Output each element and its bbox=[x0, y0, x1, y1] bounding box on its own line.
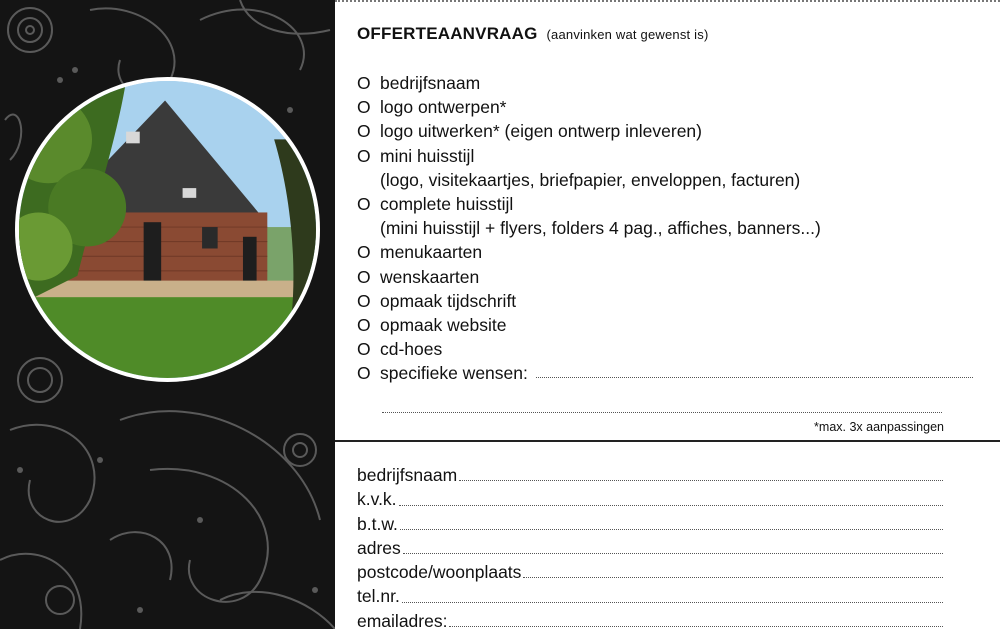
top-border bbox=[335, 0, 1000, 3]
wishes-fill-line-2[interactable] bbox=[382, 412, 942, 413]
field-emailadres[interactable] bbox=[357, 609, 943, 629]
footnote: *max. 3x aanpassingen bbox=[814, 420, 944, 434]
field-label: postcode/woonplaats bbox=[357, 562, 522, 583]
checkbox[interactable]: O bbox=[357, 73, 371, 93]
fill-line[interactable] bbox=[399, 487, 943, 505]
fill-line[interactable] bbox=[449, 609, 943, 627]
field-btw[interactable] bbox=[357, 512, 943, 536]
option-mini-huisstijl-detail bbox=[357, 168, 977, 192]
option-wenskaarten[interactable] bbox=[357, 265, 977, 289]
checkbox[interactable]: O bbox=[357, 290, 371, 311]
option-label: cd-hoes bbox=[380, 339, 443, 360]
checkbox[interactable]: O bbox=[357, 193, 371, 214]
options-list bbox=[357, 71, 977, 385]
decorative-panel bbox=[0, 0, 335, 629]
field-kvk[interactable] bbox=[357, 487, 943, 511]
option-logo-uitwerken[interactable] bbox=[357, 119, 977, 143]
option-complete-huisstijl[interactable] bbox=[357, 192, 977, 216]
option-detail: (mini huisstijl + flyers, folders 4 pag., affiches, banners...) bbox=[380, 218, 821, 239]
option-logo-ontwerpen[interactable] bbox=[357, 95, 977, 119]
wishes-fill-line[interactable] bbox=[536, 361, 973, 378]
fill-line[interactable] bbox=[523, 560, 943, 578]
option-label: specifieke wensen: bbox=[380, 363, 528, 384]
option-label: mini huisstijl bbox=[380, 145, 475, 166]
option-label: wenskaarten bbox=[380, 266, 480, 287]
house-photo bbox=[15, 77, 320, 382]
field-label: tel.nr. bbox=[357, 586, 400, 607]
checkbox[interactable]: O bbox=[357, 363, 371, 384]
option-mini-huisstijl[interactable] bbox=[357, 144, 977, 168]
checkbox[interactable]: O bbox=[357, 314, 371, 335]
checkbox[interactable]: O bbox=[357, 242, 371, 263]
checkbox[interactable]: O bbox=[357, 121, 371, 142]
checkbox[interactable]: O bbox=[357, 145, 371, 166]
field-label: bedrijfsnaam bbox=[357, 465, 458, 485]
option-opmaak-website[interactable] bbox=[357, 313, 977, 337]
title-note: (aanvinken wat gewenst is) bbox=[546, 27, 709, 42]
quote-request-form bbox=[335, 0, 1000, 629]
option-cd-hoes[interactable] bbox=[357, 337, 977, 361]
field-label: emailadres: bbox=[357, 610, 448, 629]
option-label: logo ontwerpen* bbox=[380, 97, 507, 118]
field-label: k.v.k. bbox=[357, 489, 397, 510]
section-divider bbox=[335, 440, 1000, 442]
checkbox[interactable]: O bbox=[357, 97, 371, 118]
field-telnr[interactable] bbox=[357, 584, 943, 608]
option-detail: (logo, visitekaartjes, briefpapier, enveloppen, facturen) bbox=[380, 169, 801, 190]
option-label: bedrijfsnaam bbox=[380, 73, 481, 93]
field-label: b.t.w. bbox=[357, 513, 398, 534]
fill-line[interactable] bbox=[403, 536, 943, 554]
option-label: menukaarten bbox=[380, 242, 483, 263]
option-menukaarten[interactable] bbox=[357, 240, 977, 264]
option-label: opmaak tijdschrift bbox=[380, 290, 517, 311]
option-complete-huisstijl-detail bbox=[357, 216, 977, 240]
field-bedrijfsnaam[interactable] bbox=[357, 463, 943, 487]
fill-line[interactable] bbox=[459, 463, 943, 481]
option-opmaak-tijdschrift[interactable] bbox=[357, 289, 977, 313]
field-label: adres bbox=[357, 537, 401, 558]
option-label: opmaak website bbox=[380, 314, 507, 335]
option-bedrijfsnaam[interactable] bbox=[357, 71, 977, 95]
field-adres[interactable] bbox=[357, 536, 943, 560]
fill-line[interactable] bbox=[402, 584, 943, 602]
option-label: complete huisstijl bbox=[380, 193, 514, 214]
form-title bbox=[357, 24, 709, 44]
checkbox[interactable]: O bbox=[357, 339, 371, 360]
checkbox[interactable]: O bbox=[357, 266, 371, 287]
contact-fields bbox=[357, 463, 943, 629]
fill-line[interactable] bbox=[400, 512, 943, 530]
field-postcode-woonplaats[interactable] bbox=[357, 560, 943, 584]
option-label: logo uitwerken* (eigen ontwerp inleveren) bbox=[380, 121, 702, 142]
option-specifieke-wensen[interactable] bbox=[357, 361, 977, 385]
title-text: OFFERTEAANVRAAG bbox=[357, 24, 538, 43]
